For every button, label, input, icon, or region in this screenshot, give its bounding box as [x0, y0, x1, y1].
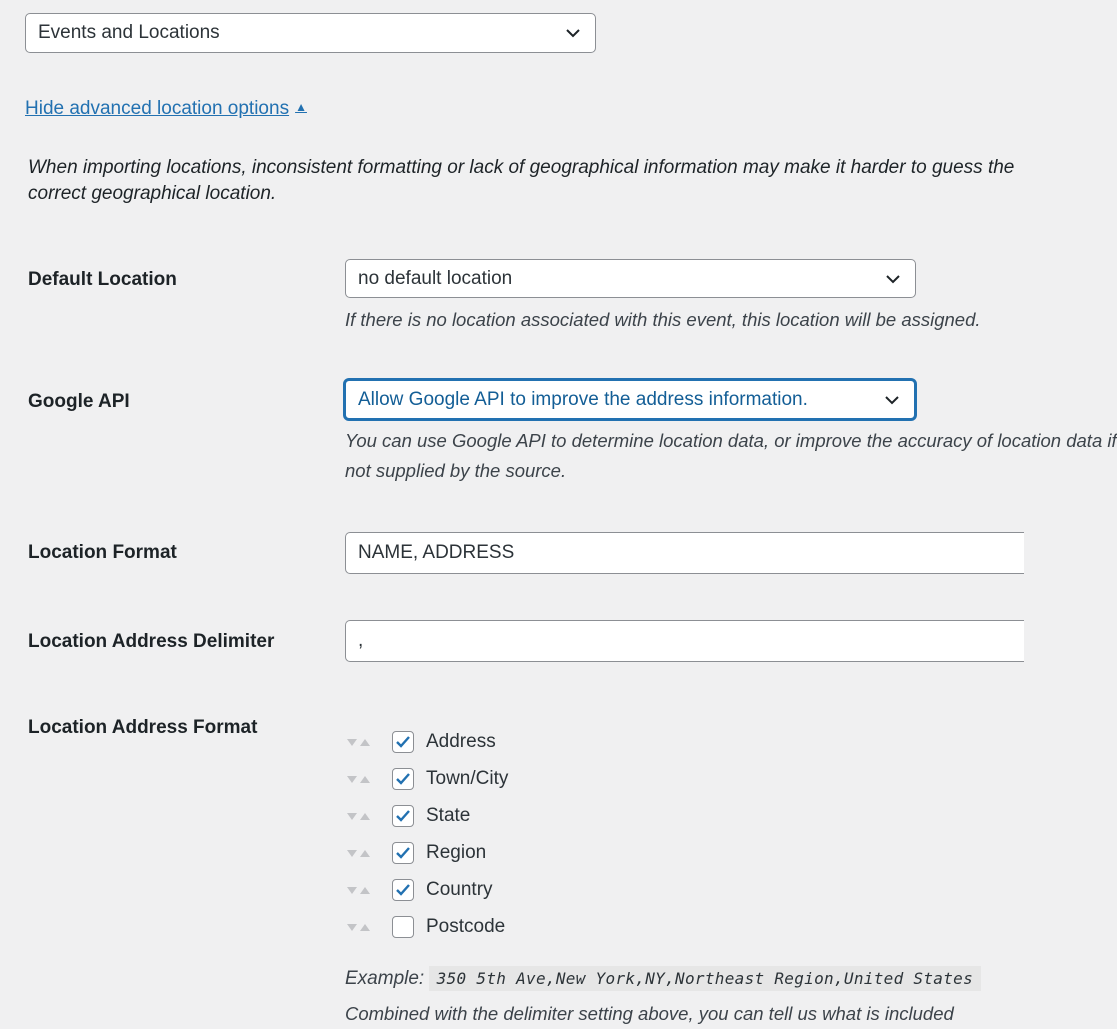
checkmark-icon [394, 807, 412, 825]
address-format-label: Location Address Format [28, 717, 258, 738]
location-format-label: Location Format [28, 542, 177, 563]
import-type-value: Events and Locations [38, 22, 220, 43]
google-api-description [345, 426, 1117, 486]
chevron-down-icon [884, 395, 900, 405]
postcode-checkbox[interactable] [392, 916, 414, 938]
checkmark-icon [394, 733, 412, 751]
checkmark-icon [394, 881, 412, 899]
country-checkbox[interactable] [392, 879, 414, 901]
address-format-item-state[interactable] [346, 797, 508, 834]
address-format-item-address[interactable] [346, 723, 508, 760]
address-delimiter-value: , [358, 630, 364, 651]
address-format-list [346, 723, 508, 945]
checkmark-icon [394, 844, 412, 862]
address-checkbox-label: Address [426, 730, 496, 752]
google-api-description-line2: not supplied by the source. [345, 460, 567, 481]
import-type-select[interactable] [25, 13, 596, 53]
default-location-description: If there is no location associated with this event, this location will be assigned. [345, 309, 981, 330]
triangle-up-icon: ▲ [295, 100, 307, 114]
advanced-options-link[interactable]: Hide advanced location options [25, 98, 290, 119]
google-api-description-line1: You can use Google API to determine location data, or improve the accuracy of location data if [345, 430, 1117, 451]
google-api-select[interactable] [344, 379, 916, 420]
google-api-value: Allow Google API to improve the address information. [358, 388, 808, 410]
location-format-input[interactable] [345, 532, 1024, 574]
example-value: 350 5th Ave,New York,NY,Northeast Region,United States [429, 966, 981, 991]
sort-arrows-icon[interactable] [346, 736, 372, 748]
address-example [345, 966, 981, 992]
sort-arrows-icon[interactable] [346, 773, 372, 785]
google-api-label: Google API [28, 391, 130, 412]
sort-arrows-icon[interactable] [346, 810, 372, 822]
default-location-select[interactable] [345, 259, 916, 298]
country-checkbox-label: Country [426, 878, 493, 900]
town-city-checkbox[interactable] [392, 768, 414, 790]
address-delimiter-label: Location Address Delimiter [28, 631, 275, 652]
region-checkbox-label: Region [426, 841, 487, 863]
example-label: Example: [345, 968, 425, 989]
sort-arrows-icon[interactable] [346, 884, 372, 896]
town-city-checkbox-label: Town/City [426, 767, 509, 789]
default-location-value: no default location [358, 267, 513, 289]
address-checkbox[interactable] [392, 731, 414, 753]
address-format-item-postcode[interactable] [346, 908, 508, 945]
state-checkbox[interactable] [392, 805, 414, 827]
location-format-value: NAME, ADDRESS [358, 542, 515, 563]
address-format-footer-text: Combined with the delimiter setting above, you can tell us what is included [345, 1003, 954, 1024]
postcode-checkbox-label: Postcode [426, 915, 506, 937]
sort-arrows-icon[interactable] [346, 921, 372, 933]
checkmark-icon [394, 770, 412, 788]
default-location-label: Default Location [28, 269, 177, 290]
chevron-down-icon [565, 28, 581, 38]
address-format-item-country[interactable] [346, 871, 508, 908]
chevron-down-icon [885, 274, 901, 284]
advanced-options-toggle[interactable] [25, 98, 307, 120]
region-checkbox[interactable] [392, 842, 414, 864]
state-checkbox-label: State [426, 804, 471, 826]
address-format-item-region[interactable] [346, 834, 508, 871]
address-delimiter-input[interactable] [345, 620, 1024, 662]
address-format-item-town-city[interactable] [346, 760, 508, 797]
sort-arrows-icon[interactable] [346, 847, 372, 859]
intro-text: When importing locations, inconsistent formatting or lack of geographical information may make it harder to guess the correct geographical location. [28, 157, 1015, 204]
